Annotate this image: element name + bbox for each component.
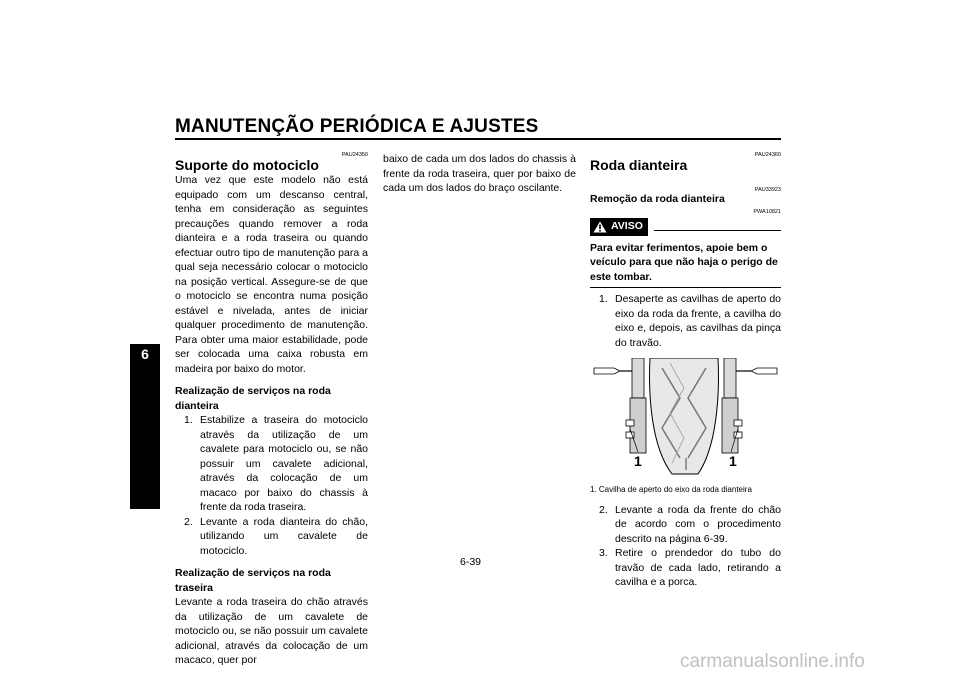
subsection-code: PAU33923	[754, 187, 781, 193]
page-number: 6-39	[460, 556, 482, 568]
rear-service-heading: Realização de serviços na roda traseira	[175, 567, 331, 594]
list-item	[175, 515, 368, 559]
list-item	[590, 503, 781, 547]
section-code: PAU24350	[341, 152, 368, 158]
warning-text: Para evitar ferimentos, apoie bem o veículo para que não haja o perigo de este tombar.	[590, 241, 778, 283]
step-number: 3.	[599, 547, 608, 559]
warning-label: AVISO	[611, 220, 643, 233]
section-code: PAU24360	[754, 152, 781, 158]
step-text: Levante a roda dianteira do chão, utilizando um cavalete de motociclo.	[200, 515, 368, 557]
warning-code: PWA10821	[753, 208, 781, 215]
removal-steps-b	[590, 503, 781, 590]
warning-header	[590, 218, 781, 236]
chapter-tab: 6	[130, 344, 160, 509]
list-item	[175, 413, 368, 515]
callout-label: 1	[729, 453, 737, 469]
warning-badge	[590, 218, 648, 236]
figure-caption: 1. Cavilha de aperto do eixo da roda dianteira	[590, 484, 752, 494]
list-item	[590, 546, 781, 590]
step-text: Retire o prendedor do tubo do travão de cada lado, retirando a cavilha e a porca.	[615, 547, 781, 588]
warning-rule-bottom	[590, 287, 781, 288]
warning-icon	[593, 221, 607, 233]
step-number: 2.	[599, 503, 608, 516]
section-heading: Suporte do motociclo	[175, 157, 319, 173]
list-item	[590, 292, 781, 350]
step-number: 1.	[599, 293, 608, 305]
continued-paragraph: baixo de cada um dos lados do chassis à frente da roda traseira, quer por baixo de cada um dos lados do braço oscilante.	[383, 153, 576, 194]
intro-paragraph: Uma vez que este modelo não está equipado com um descanso central, tenha em consideração as seguintes precauções quando remover a roda dianteira e a roda traseira ou quando efectuar outro tipo de manutenção para a qual seja necessário colocar o motociclo na posição vertical. Assegure-se de que o motociclo se encontra numa posição estável e nivelada, antes de iniciar qualquer procedimento de manutenção. Para obter uma maior estabilidade, pode ser colocada uma caixa robusta em madeira por baixo do motor.	[175, 174, 368, 375]
column-2	[383, 152, 576, 196]
front-wheel-illustration	[590, 358, 781, 476]
step-number: 1.	[184, 414, 193, 426]
rear-service-paragraph: Levante a roda traseira do chão através da utilização de um cavalete de motociclo ou, se não possuir um cavalete adicional, através da colocação de um macaco, quer por	[175, 596, 368, 666]
step-text: Estabilize a traseira do motociclo através da utilização de um cavalete para motociclo ou, se não possuir um cavalete adicional, através da colocação de um macaco por baixo do chassis à frente da roda traseira.	[200, 414, 368, 513]
section-heading: Roda dianteira	[590, 157, 688, 173]
step-text: Desaperte as cavilhas de aperto do eixo da roda da frente, a cavilha do eixo e, depois, as cavilhas da pinça do travão.	[615, 293, 781, 349]
page-title: MANUTENÇÃO PERIÓDICA E AJUSTES	[175, 116, 539, 137]
subsection-heading: Remoção da roda dianteira	[590, 193, 725, 205]
warning-rule	[654, 230, 781, 231]
column-3	[590, 152, 781, 590]
step-text: Levante a roda da frente do chão de acordo com o procedimento descrito na página 6-39.	[615, 503, 781, 545]
front-service-steps	[175, 413, 368, 558]
removal-steps-a	[590, 292, 781, 350]
step-number: 2.	[184, 515, 193, 528]
title-rule	[175, 138, 781, 140]
front-service-heading: Realização de serviços na roda dianteira	[175, 385, 331, 412]
front-wheel-figure	[590, 358, 781, 481]
watermark: carmanualsonline.info	[680, 651, 865, 672]
column-1	[175, 152, 368, 668]
callout-label: 1	[634, 453, 642, 469]
